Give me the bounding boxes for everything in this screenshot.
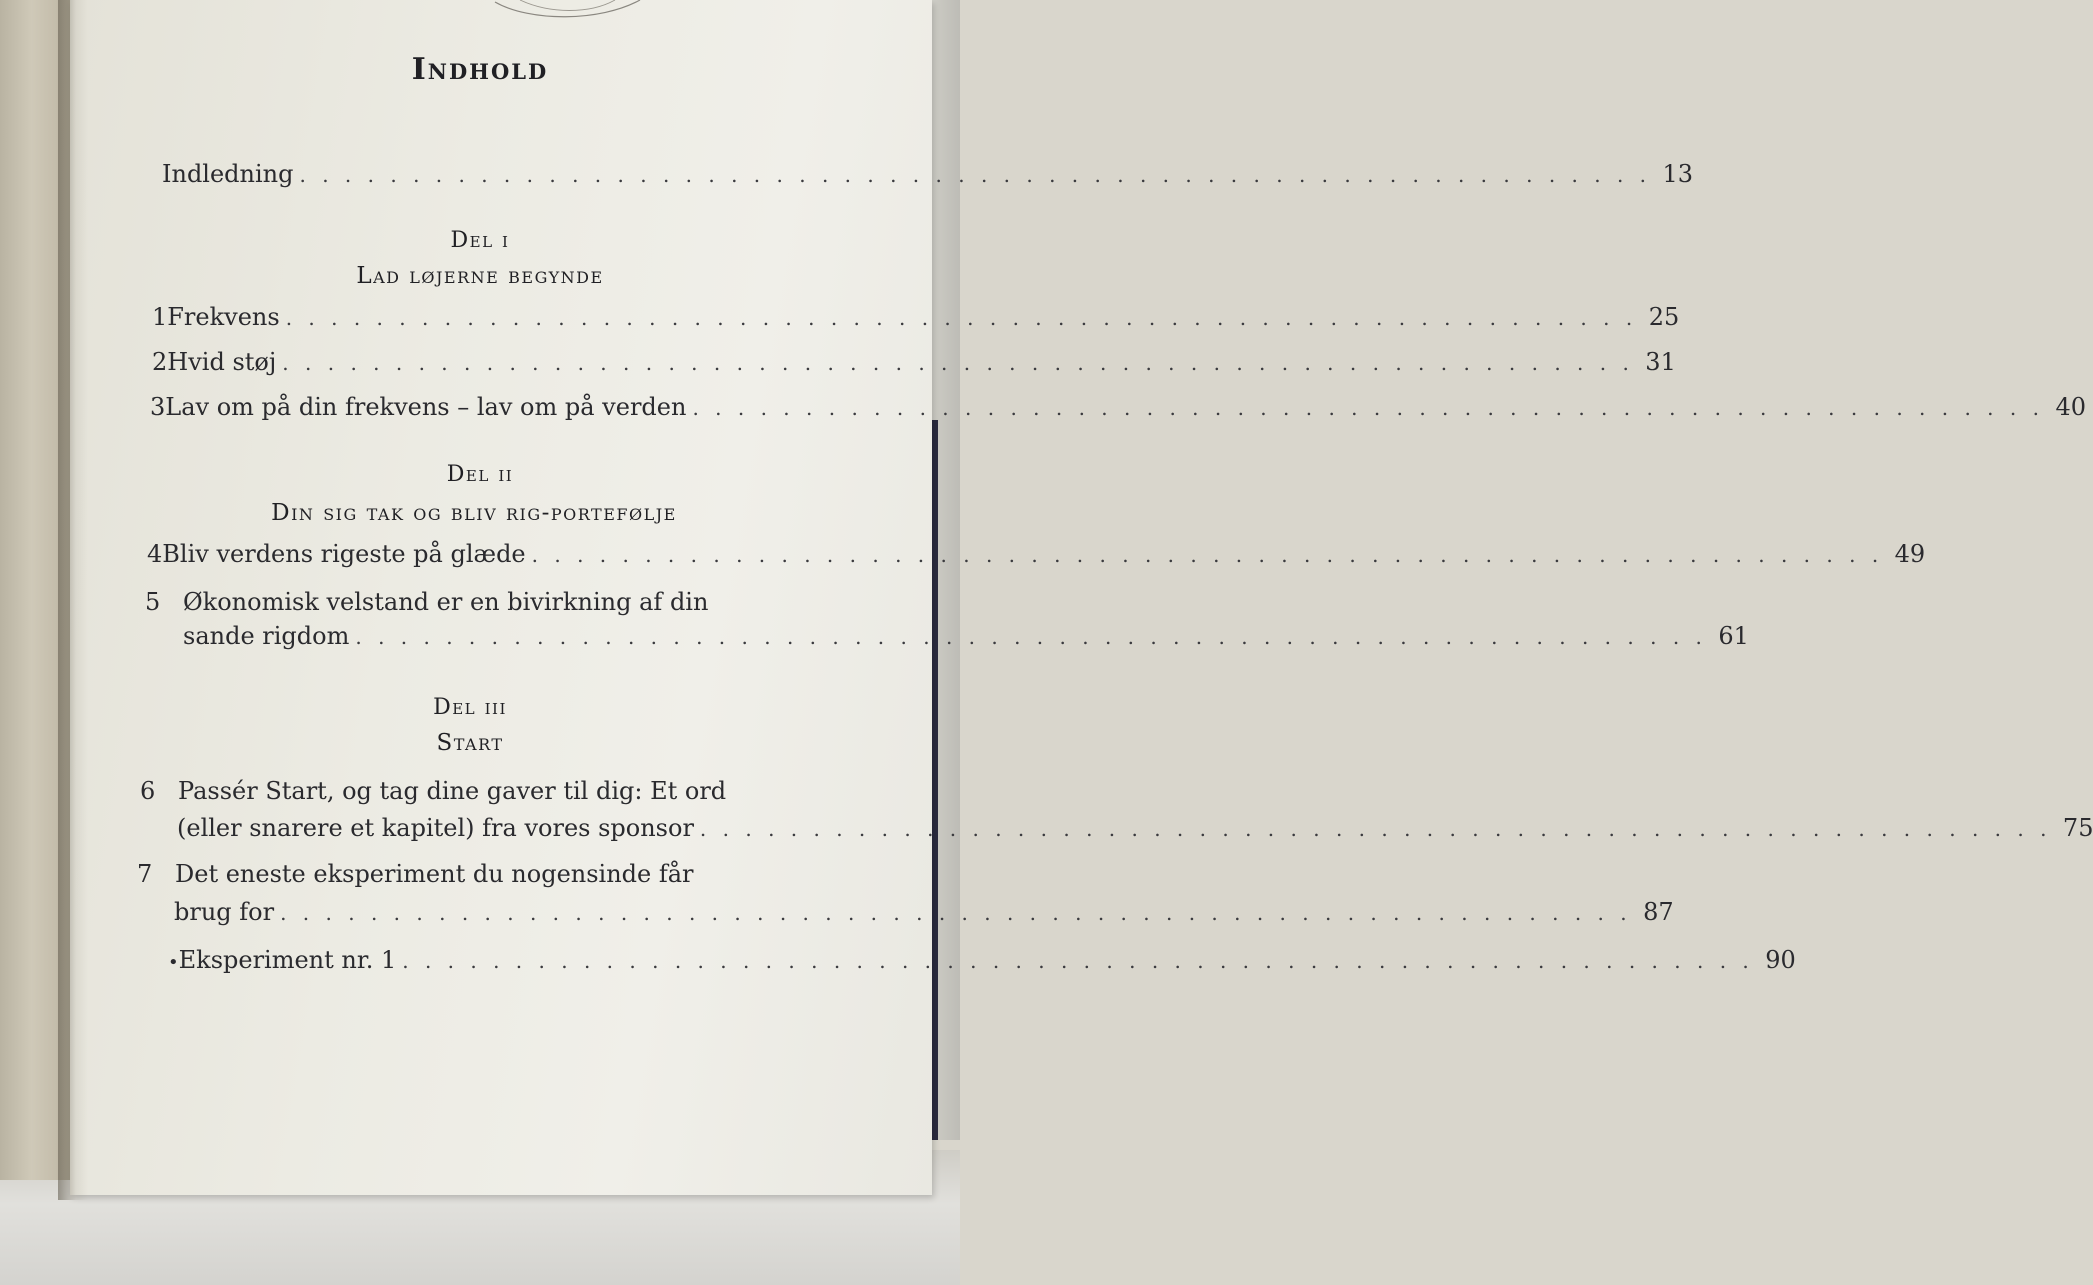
chapter-title: Lav om på din frekvens – lav om på verden <box>165 393 687 421</box>
toc-page-number: 13 <box>1662 160 1694 188</box>
dot-leader: . . . . . . . . . . . . . . . . . . . . . . . . . . . . . . . . . . . . . . . . . . . . . . . . . . . . . . . . . . . . <box>299 163 1652 187</box>
toc-entry-chapter-5-line-1 <box>145 588 797 616</box>
dot-leader: . . . . . . . . . . . . . . . . . . . . . . . . . . . . . . . . . . . . . . . . . . . . . . . . . . . . . . . . . . . . <box>355 625 1707 649</box>
part-title-3: Start <box>436 730 504 756</box>
toc-entry-chapter-6-line-1 <box>140 777 800 805</box>
chapter-title: Frekvens <box>167 303 280 331</box>
chapter-title-continued: (eller snarere et kapitel) fra vores sponsor <box>177 814 694 842</box>
toc-page-number: 87 <box>1643 898 1674 926</box>
chapter-title-continued: brug for <box>174 898 275 926</box>
chapter-number: 3 <box>150 393 166 421</box>
toc-title: Indhold <box>411 52 549 87</box>
dot-leader: . . . . . . . . . . . . . . . . . . . . . . . . . . . . . . . . . . . . . . . . . . . . . . . . . . . . . . . . . . . . <box>699 817 2052 841</box>
part-label-2: Del ii <box>446 462 514 487</box>
part-title-2: Din sig tak og bliv rig-portefølje <box>271 500 677 526</box>
chapter-number: 2 <box>152 348 168 376</box>
toc-entry-chapter-3 <box>150 393 2086 421</box>
subentry-title: Eksperiment nr. 1 <box>178 946 397 974</box>
dot-leader: . . . . . . . . . . . . . . . . . . . . . . . . . . . . . . . . . . . . . . . . . . . . . . . . . . . . . . . . . . . . <box>280 901 1632 925</box>
decorative-flourish-icon <box>490 0 650 20</box>
toc-entry-chapter-7-line-2 <box>174 898 1674 926</box>
chapter-number: 7 <box>137 860 153 888</box>
page-gutter-shadow <box>58 0 88 1200</box>
dot-leader: . . . . . . . . . . . . . . . . . . . . . . . . . . . . . . . . . . . . . . . . . . . . . . . . . . . . . . . . . . . . <box>692 396 2044 420</box>
part-label-3: Del iii <box>433 695 507 720</box>
dot-leader: . . . . . . . . . . . . . . . . . . . . . . . . . . . . . . . . . . . . . . . . . . . . . . . . . . . . . . . . . . . . <box>531 543 1884 567</box>
toc-page-number: 90 <box>1765 946 1796 974</box>
dot-leader: . . . . . . . . . . . . . . . . . . . . . . . . . . . . . . . . . . . . . . . . . . . . . . . . . . . . . . . . . . . . <box>282 351 1634 375</box>
toc-entry-chapter-6-line-2 <box>177 814 2093 842</box>
toc-entry-chapter-1 <box>152 303 1680 331</box>
toc-entry-title: Indledning <box>162 160 294 188</box>
part-label-1: Del i <box>450 228 510 253</box>
toc-page-number: 31 <box>1645 348 1676 376</box>
chapter-number: 1 <box>152 303 168 331</box>
chapter-title: Passér Start, og tag dine gaver til dig: Et ord <box>178 777 727 805</box>
chapter-number: 4 <box>147 540 163 568</box>
chapter-title: Økonomisk velstand er en bivirkning af din <box>183 588 709 616</box>
chapter-number: 6 <box>140 777 156 805</box>
toc-entry-chapter-4 <box>147 540 1926 568</box>
bullet-icon: • <box>168 952 179 973</box>
toc-subentry-experiment-1 <box>168 946 1796 974</box>
chapter-title-continued: sande rigdom <box>183 622 350 650</box>
dot-leader: . . . . . . . . . . . . . . . . . . . . . . . . . . . . . . . . . . . . . . . . . . . . . . . . . . . . . . . . . . . . <box>402 949 1754 973</box>
toc-page-number: 40 <box>2055 393 2086 421</box>
toc-entry-chapter-7-line-1 <box>137 860 802 888</box>
toc-entry-chapter-2 <box>152 348 1676 376</box>
toc-entry-chapter-5-line-2 <box>183 622 1749 650</box>
chapter-title: Hvid støj <box>167 348 277 376</box>
part-title-1: Lad løjerne begynde <box>356 263 604 289</box>
chapter-title: Det eneste eksperiment du nogensinde får <box>175 860 694 888</box>
toc-page-number: 25 <box>1648 303 1680 331</box>
chapter-number: 5 <box>145 588 161 616</box>
toc-page-number: 75 <box>2062 814 2093 842</box>
toc-entry-intro <box>162 160 1694 188</box>
chapter-title: Bliv verdens rigeste på glæde <box>162 540 526 568</box>
toc-page-number: 49 <box>1894 540 1926 568</box>
toc-page-number: 61 <box>1718 622 1749 650</box>
dot-leader: . . . . . . . . . . . . . . . . . . . . . . . . . . . . . . . . . . . . . . . . . . . . . . . . . . . . . . . . . . . . <box>285 306 1638 330</box>
